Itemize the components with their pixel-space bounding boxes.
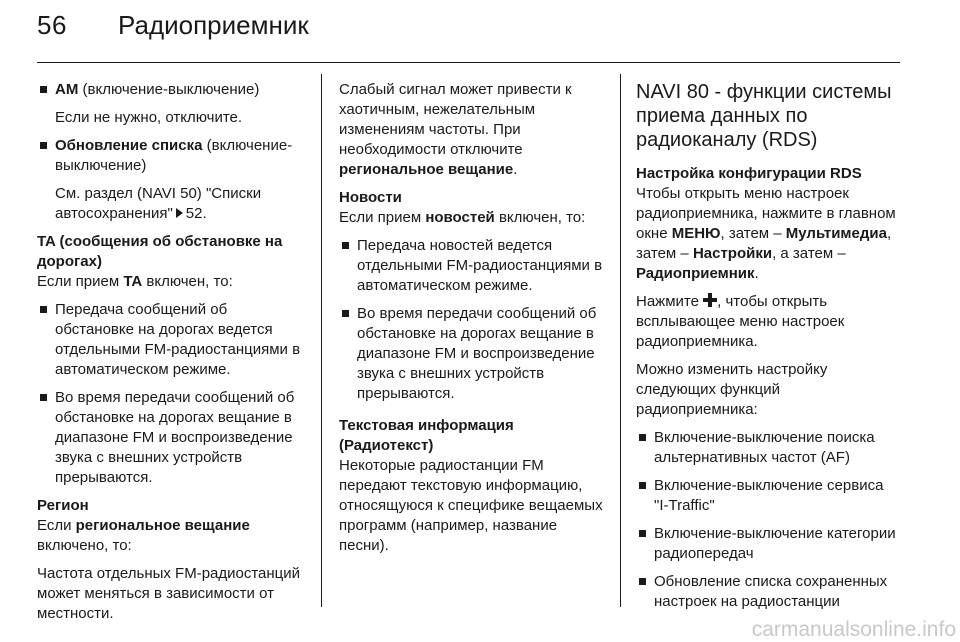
rds-heading: Настройка конфигурации RDS <box>636 165 862 182</box>
list-item: Обновление списка сохраненных настроек на радиостанции <box>636 572 902 612</box>
column-divider-2 <box>620 74 621 607</box>
news-bullet-2: Во время передачи сообщений об обстановке на дорогах вещание в диапазоне FM и воспроизведение звука с внешних устройств прерываются. <box>339 304 605 404</box>
region-heading: Регион <box>37 497 89 514</box>
update-label: Обновление списка <box>55 137 203 154</box>
region-intro: Если региональное вещание включено, то: <box>37 517 250 554</box>
bullet-square-icon <box>342 242 349 249</box>
update-text: (включение-выключение) <box>55 137 293 174</box>
bullet-square-icon <box>40 306 47 313</box>
weak-signal-text: Слабый сигнал может привести к хаотичным, нежелательным изменениям частоты. При необходимости отключите региональное вещание. <box>339 81 572 178</box>
list-item-am <box>37 80 309 100</box>
bullet-square-icon <box>639 434 646 441</box>
column-divider-1 <box>321 74 322 607</box>
ta-intro: Если прием TA включен, то: <box>37 273 233 290</box>
am-label: AM <box>55 81 79 98</box>
plus-icon <box>703 293 717 307</box>
radiotext-desc: Некоторые радиостанции FM передают текстовую информацию, относящуюся к специфике вещаемых программ (например, название песни). <box>339 457 603 554</box>
list-item: Включение-выключение поиска альтернативных частот (AF) <box>636 428 902 468</box>
ta-bullet-1: Передача сообщений об обстановке на дорогах ведется отдельными FM-радиостанциями в автоматическом режиме. <box>37 300 309 380</box>
header-rule <box>37 62 900 63</box>
news-bullet-1: Передача новостей ведется отдельными FM-радиостанциями в автоматическом режиме. <box>339 236 605 296</box>
update-page-ref[interactable]: 52. <box>185 205 207 222</box>
update-desc-text: См. раздел (NAVI 50) "Списки автосохранения" <box>55 185 262 222</box>
list-item: Включение-выключение сервиса "I-Traffic" <box>636 476 902 516</box>
bullet-square-icon <box>639 482 646 489</box>
am-desc: Если не нужно, отключите. <box>55 109 243 126</box>
bullet-square-icon <box>40 142 47 149</box>
bullet-square-icon <box>639 578 646 585</box>
bullet-square-icon <box>40 86 47 93</box>
update-desc <box>37 184 309 224</box>
column-2 <box>339 80 605 564</box>
page-number: 56 <box>37 10 67 40</box>
page-title: Радиоприемник <box>118 10 309 40</box>
page-ref-icon <box>176 208 183 218</box>
rds-instructions: Чтобы открыть меню настроек радиоприемника, нажмите в главном окне МЕНЮ, затем – Мультимедиа, затем – Настройки, а затем – Радиоприемник. <box>636 185 896 282</box>
news-intro: Если прием новостей включен, то: <box>339 209 586 226</box>
bullet-square-icon <box>639 530 646 537</box>
plus-instructions: Нажмите , чтобы открыть всплывающее меню настроек радиоприемника. <box>636 293 845 350</box>
radiotext-heading: Текстовая информация (Радиотекст) <box>339 417 514 454</box>
list-item-update <box>37 136 309 176</box>
region-text: Частота отдельных FM-радиостанций может меняться в зависимости от местности. <box>37 565 301 622</box>
column-1 <box>37 80 309 632</box>
list-item: Включение-выключение категории радиопередач <box>636 524 902 564</box>
section-title: NAVI 80 - функции системы приема данных по радиоканалу (RDS) <box>636 81 892 151</box>
bullet-square-icon <box>40 394 47 401</box>
bullet-square-icon <box>342 310 349 317</box>
ta-heading: TA (сообщения об обстановке на дорогах) <box>37 233 283 270</box>
watermark: carmanualsonline.info <box>751 618 956 641</box>
news-heading: Новости <box>339 189 402 206</box>
am-text: (включение-выключение) <box>78 81 260 98</box>
change-text: Можно изменить настройку следующих функций радиоприемника: <box>636 361 828 418</box>
column-3 <box>636 80 902 620</box>
ta-bullet-2: Во время передачи сообщений об обстановке на дорогах вещание в диапазоне FM и воспроизведение звука с внешних устройств прерываются. <box>37 388 309 488</box>
